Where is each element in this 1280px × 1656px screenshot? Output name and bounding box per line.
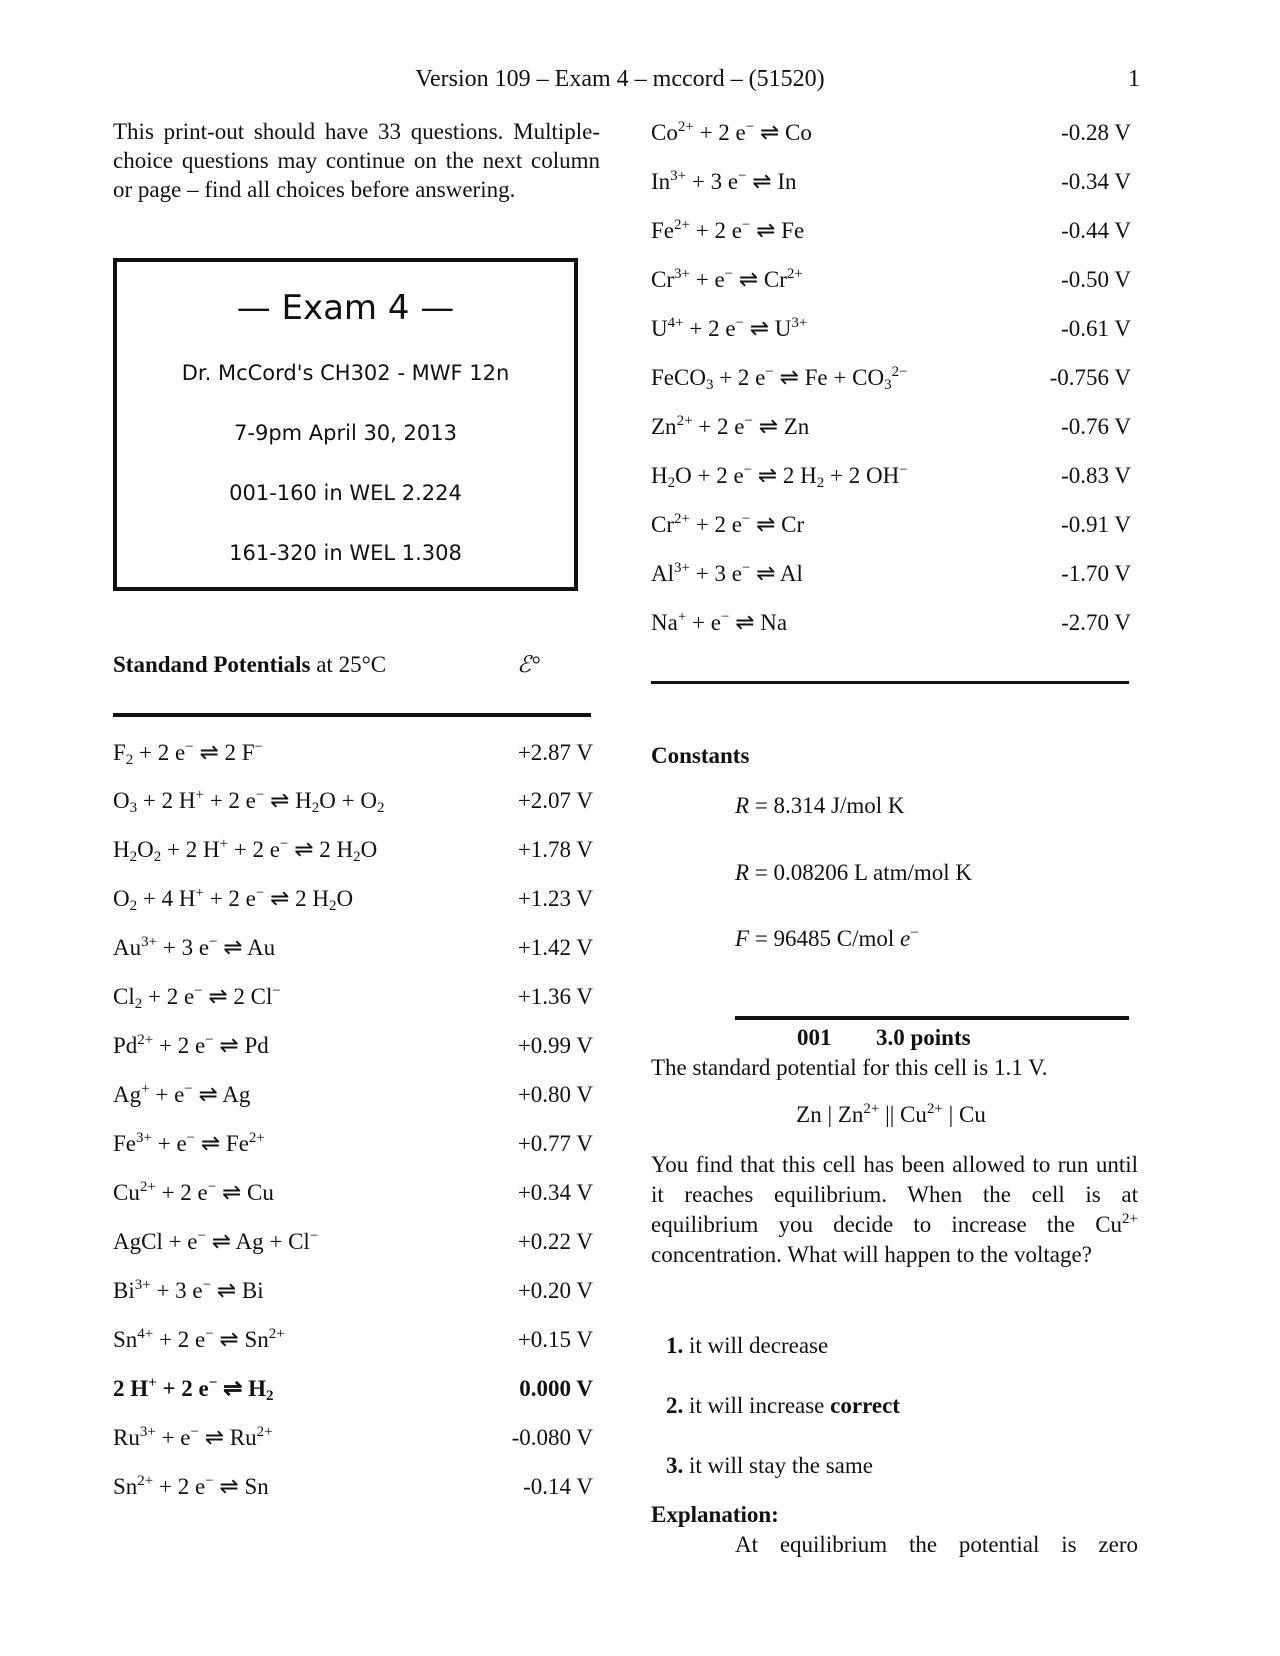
question-stem: The standard potential for this cell is 1.1 V. [651,1055,1048,1080]
constant-r-atm: R = 0.08206 L atm/mol K [735,860,972,885]
page-number: 1 [1128,66,1140,92]
exam-title: — Exam 4 — [236,288,455,328]
exam-time-line: 7-9pm April 30, 2013 [234,421,457,445]
constant-faraday: F = 96485 C/mol e− [735,925,919,951]
exam-info-box [113,258,578,591]
cell-notation: Zn | $Zn^{2+}$ || $Cu^{2+}$ | Cu [796,1101,986,1127]
exam-room-line-1: 001-160 in WEL 2.224 [229,481,462,505]
explanation-text: At equilibrium the potential is zero [735,1532,1138,1557]
divider-rule [651,681,1129,684]
divider-rule [113,713,591,717]
question-number: 001 [797,1025,832,1050]
answer-choice[interactable]: 2. it will increase correct [666,1393,900,1418]
answer-choice[interactable]: 1. it will decrease [666,1333,829,1358]
correct-tag: correct [830,1393,900,1418]
page-header-title: Version 109 – Exam 4 – mccord – (51520) [415,66,825,92]
intro-paragraph: This print-out should have 33 questions. Multiple-choice questions may continue on the next column or page – find all choices before answering. [113,119,600,202]
exam-course-line: Dr. McCord's CH302 - MWF 12n [181,361,510,385]
exam-room-line-2: 161-320 in WEL 1.308 [229,541,462,565]
answer-choice[interactable]: 3. it will stay the same [666,1453,873,1478]
potentials-heading: Standand Potentials at 25°C [113,652,387,677]
potential-symbol: ℰ° [517,652,541,677]
question-body: You find that this cell has been allowed to run until it reaches equilibrium. When the cell is at equilibrium you decide to increase the $Cu^{2+}$ concentration. What will happen to the voltage? [651,1152,1138,1267]
question-points: 3.0 points [876,1025,971,1050]
constant-r-joules: R = 8.314 J/mol K [735,793,905,818]
explanation-heading: Explanation: [651,1502,779,1527]
question-divider-rule [735,1016,1129,1020]
constants-heading: Constants [651,743,750,768]
